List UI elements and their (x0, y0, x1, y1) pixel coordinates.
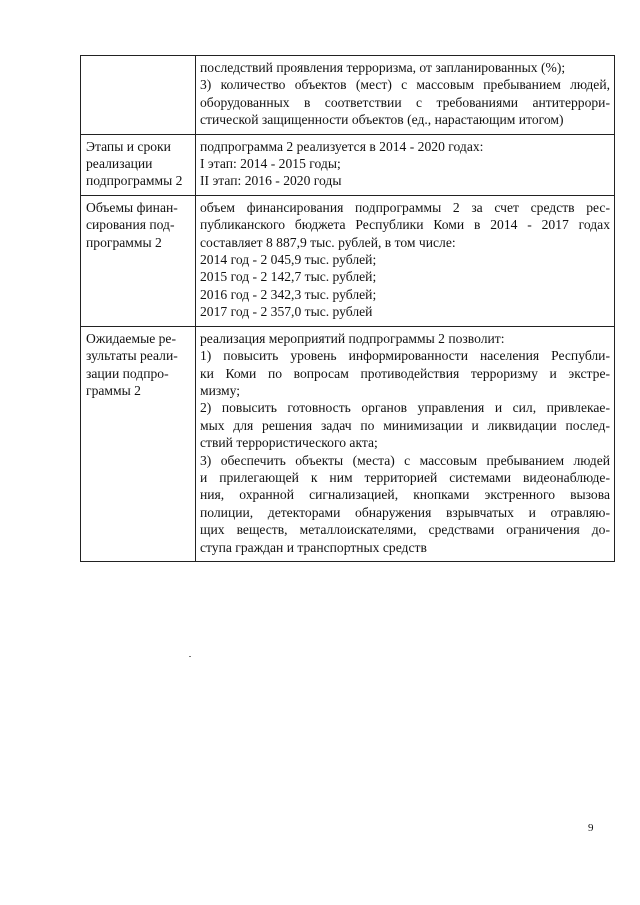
row-content-line: ния, охранной сигнализацией, кнопками экстренного вызова (200, 487, 610, 503)
row-content-line: стической защищенности объектов (ед., нарастающим итогом) (200, 112, 564, 128)
table-row (81, 134, 615, 195)
row-content-line: мизму; (200, 382, 241, 398)
program-table-body (81, 56, 615, 562)
row-content-line: щих веществ, металлоискателями, средствами ограничения до- (200, 522, 610, 538)
row-label-line: Объемы финан- (86, 199, 178, 215)
row-label-line: подпрограммы 2 (86, 173, 183, 189)
row-content-line: 2015 год - 2 142,7 тыс. рублей; (200, 269, 377, 285)
row-content-line: ступа граждан и транспортных средств (200, 539, 427, 555)
row-content-line: оборудованных в соответствии с требованиями антитеррори- (200, 94, 610, 110)
row-label-line: зации подпро- (86, 365, 169, 381)
row-content-line: 2016 год - 2 342,3 тыс. рублей; (200, 286, 377, 302)
row-content-line: I этап: 2014 - 2015 годы; (200, 156, 341, 172)
row-label-line: граммы 2 (86, 382, 141, 398)
row-label-line: сирования под- (86, 217, 175, 233)
row-content-cell (196, 195, 615, 326)
row-content-line: 3) обеспечить объекты (места) с массовым пребыванием людей (200, 452, 610, 468)
row-content-line: составляет 8 887,9 тыс. рублей, в том числе: (200, 234, 456, 250)
row-content-line: 2) повысить готовность органов управления и сил, привлекае- (200, 400, 610, 416)
row-content-line: мых для решения задач по минимизации и ликвидации послед- (200, 417, 610, 433)
row-content-line: публиканского бюджета Республики Коми в 2014 - 2017 годах (200, 217, 610, 233)
row-content-line: ки Коми по вопросам противодействия терроризму и экстре- (200, 365, 610, 381)
row-content-line: последствий проявления терроризма, от запланированных (%); (200, 60, 566, 75)
table-row (81, 195, 615, 326)
row-content-line: реализация мероприятий подпрограммы 2 позволит: (200, 330, 505, 346)
row-content-line: подпрограмма 2 реализуется в 2014 - 2020 годах: (200, 138, 484, 154)
page-number: 9 (588, 822, 594, 834)
row-label-line: Ожидаемые ре- (86, 330, 176, 346)
row-label-line: программы 2 (86, 234, 162, 250)
row-label-cell (81, 195, 196, 326)
table-row (81, 326, 615, 561)
row-label-line: реализации (86, 156, 153, 172)
row-content-line: полиции, детекторами обнаружения взрывчатых и отравляю- (200, 504, 610, 520)
row-content-line: и прилегающей к ним территорией системами видеонаблюде- (200, 469, 610, 485)
row-content-line: 2014 год - 2 045,9 тыс. рублей; (200, 252, 377, 268)
row-label-line: зультаты реали- (86, 348, 178, 364)
row-content-line: 1) повысить уровень информированности населения Республи- (200, 348, 610, 364)
row-label-line: Этапы и сроки (86, 138, 171, 154)
row-content-line: объем финансирования подпрограммы 2 за счет средств рес- (200, 199, 610, 215)
row-content-cell (196, 56, 615, 135)
row-content-line: 3) количество объектов (мест) с массовым пребыванием людей, (200, 77, 610, 93)
row-content-line: II этап: 2016 - 2020 годы (200, 173, 342, 189)
scan-speck (189, 656, 191, 657)
row-content-cell (196, 134, 615, 195)
program-table (80, 55, 615, 562)
row-content-cell (196, 326, 615, 561)
row-content-line: 2017 год - 2 357,0 тыс. рублей (200, 304, 373, 320)
row-label-cell (81, 134, 196, 195)
row-content-line: ствий террористического акта; (200, 435, 378, 451)
row-label-cell (81, 326, 196, 561)
table-row (81, 56, 615, 135)
row-label-cell (81, 56, 196, 135)
